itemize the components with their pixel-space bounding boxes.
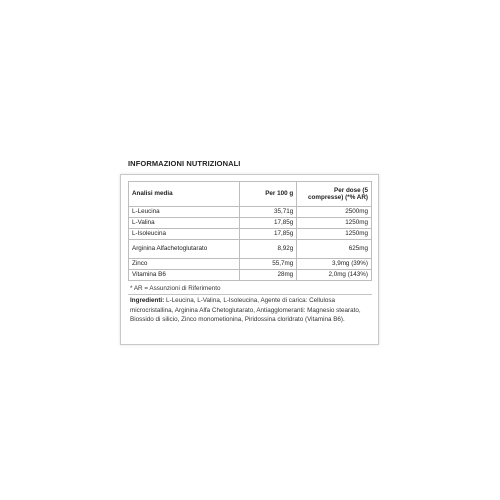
divider	[128, 294, 372, 295]
table-row	[129, 218, 372, 229]
nutrient-name: L-Leucina	[129, 207, 240, 218]
table-row	[129, 259, 372, 270]
per-100g-value: 17,85g	[239, 218, 296, 229]
ingredients-label: Ingredienti:	[130, 297, 165, 304]
per-dose-value: 2500mg	[297, 207, 372, 218]
per-dose-value: 3,9mg (39%)	[297, 259, 372, 270]
per-100g-value: 28mg	[239, 270, 296, 281]
table-row	[129, 240, 372, 259]
table-row	[129, 270, 372, 281]
nutrient-name: Vitamina B6	[129, 270, 240, 281]
per-100g-value: 8,92g	[239, 240, 296, 259]
nutrition-table	[128, 181, 372, 281]
ingredients-text	[130, 296, 370, 325]
per-100g-value: 17,85g	[239, 229, 296, 240]
ingredients-list: L-Leucina, L-Valina, L-Isoleucina, Agente di carica: Cellulosa microcristallina, Arginina Alfa Chetoglutarato, Antiagglomeranti: Magnesio stearato, Biossido di silicio, Zinco monometionina, Piridossina cloridrato (Vitamina B6).	[130, 297, 361, 324]
table-row	[129, 229, 372, 240]
column-header-analysis: Analisi media	[129, 182, 240, 207]
per-dose-value: 625mg	[297, 240, 372, 259]
table-header-row	[129, 182, 372, 207]
table-row	[129, 207, 372, 218]
nutrient-name: Arginina Alfachetoglutarato	[129, 240, 240, 259]
per-dose-value: 2,0mg (143%)	[297, 270, 372, 281]
per-dose-value: 1250mg	[297, 218, 372, 229]
column-header-per-100g: Per 100 g	[239, 182, 296, 207]
nutrient-name: L-Isoleucina	[129, 229, 240, 240]
per-dose-value: 1250mg	[297, 229, 372, 240]
nutrition-panel	[120, 174, 379, 345]
nutrient-name: Zinco	[129, 259, 240, 270]
reference-note: * AR = Assunzioni di Riferimento	[130, 285, 221, 292]
per-100g-value: 35,71g	[239, 207, 296, 218]
per-100g-value: 55,7mg	[239, 259, 296, 270]
section-title: INFORMAZIONI NUTRIZIONALI	[128, 159, 241, 168]
nutrient-name: L-Valina	[129, 218, 240, 229]
column-header-per-dose: Per dose (5 compresse) (*% AR)	[297, 182, 372, 207]
